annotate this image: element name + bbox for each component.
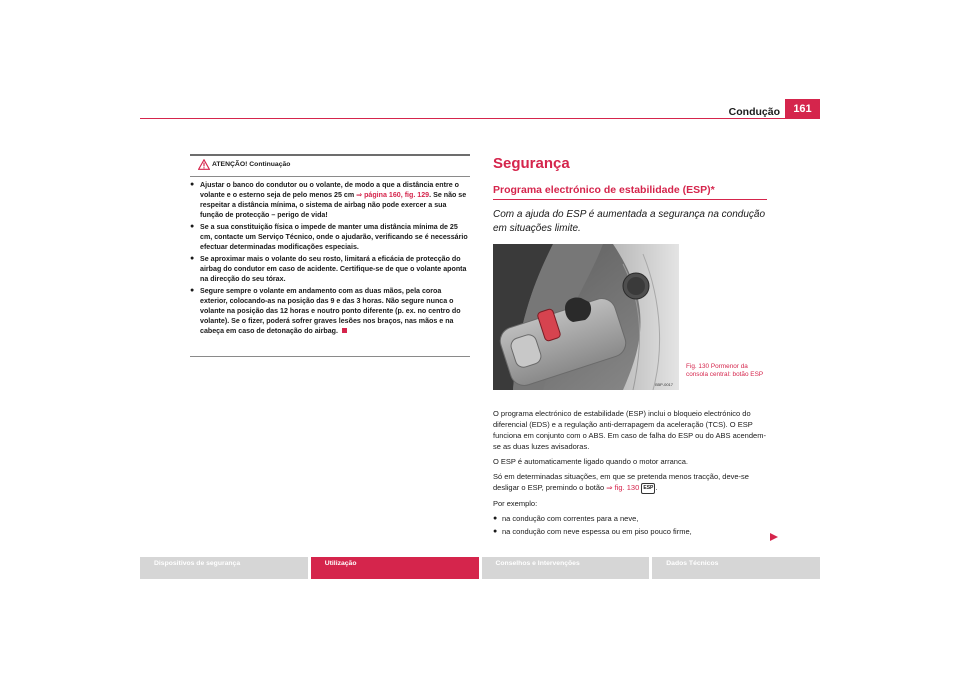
section-heading: Segurança bbox=[493, 155, 570, 172]
header-rule bbox=[140, 118, 820, 119]
bullet-icon: ● bbox=[493, 514, 498, 522]
warning-text: Segure sempre o volante em andamento com as duas mãos, pela coroa exterior, colocando-as na posição das 9 e das 3 horas. Não segure nunca o volante na posição das 12 horas e noutro ponto diferente (p. ex. no centro do volante). Se o fizer, poderá sofrer graves lesões nos braços, nas mãos e na cabeça em caso de detonação do airbag. bbox=[200, 287, 461, 335]
bullet-icon: ● bbox=[493, 527, 498, 535]
warning-box bbox=[190, 154, 470, 357]
subsection-heading: Programa electrónico de estabilidade (ESP)* bbox=[493, 184, 715, 196]
figure-link[interactable]: fig. 130 bbox=[614, 483, 640, 492]
list-item-text: na condução com neve espessa ou em piso pouco firme, bbox=[502, 526, 692, 536]
warning-item bbox=[190, 180, 470, 220]
warning-text: Se aproximar mais o volante do seu rosto, limitará a eficácia de protecção do airbag do condutor em caso de acidente. Certifique-se de que o volante aponta na direcção do seu tórax. bbox=[200, 255, 467, 283]
bullet-icon: ● bbox=[190, 287, 195, 294]
paragraph: O programa electrónico de estabilidade (ESP) inclui o bloqueio electrónico do diferencial (EDS) e a regulação anti-derrapagem da aceleração (TCS). O ESP funciona em conjunto com o ABS. Em caso de falha do ESP ou do ABS acendem-se as duas luzes avisadoras. bbox=[493, 409, 766, 451]
page-number: 161 bbox=[785, 99, 820, 119]
warning-text: Ajustar o banco do condutor ou o volante, de modo a que a distância entre o volante e o esterno seja de pelo menos 25 cm bbox=[200, 181, 459, 199]
footer-tab-safety[interactable]: Dispositivos de segurança bbox=[140, 557, 308, 579]
lead-paragraph: Com a ajuda do ESP é aumentada a segurança na condução em situações limite. bbox=[493, 209, 766, 234]
section-title: Condução bbox=[728, 106, 780, 118]
footer-tab-technical-data[interactable]: Dados Técnicos bbox=[652, 557, 820, 579]
warning-body bbox=[190, 180, 470, 338]
warning-item bbox=[190, 254, 470, 284]
list-item-text: na condução com correntes para a neve, bbox=[502, 513, 639, 523]
warning-text: Se a sua constituição física o impede de manter uma distância mínima de 25 cm, contacte um Serviço Técnico, onde o ajudarão, verificando se é necessário efectuar determinadas modificações especiais. bbox=[200, 223, 468, 251]
paragraph-text: Só em determinadas situações, em que se pretenda menos tracção, deve-se desligar o ESP, premindo o botão bbox=[493, 472, 749, 492]
warning-text: . Se não se respeitar a distância mínima, o sistema de airbag não pode exercer a sua função de protecção – perigo de vida! bbox=[200, 191, 467, 219]
continue-arrow-icon[interactable] bbox=[769, 532, 779, 542]
footer-tab-operation[interactable]: Utilização bbox=[311, 557, 479, 579]
paragraph: O ESP é automaticamente ligado quando o motor arranca. bbox=[493, 457, 688, 466]
bullet-icon: ● bbox=[190, 181, 195, 188]
link-arrow: ⇒ bbox=[606, 483, 613, 492]
figure-link[interactable]: fig. 129 bbox=[404, 191, 430, 199]
list-item bbox=[493, 526, 773, 537]
page-link[interactable]: página 160 bbox=[364, 191, 401, 199]
list-item bbox=[493, 513, 773, 524]
warning-item bbox=[190, 286, 470, 336]
warning-icon bbox=[198, 159, 210, 170]
link-arrow: ⇒ bbox=[356, 191, 363, 199]
bullet-icon: ● bbox=[190, 255, 195, 262]
bullet-icon: ● bbox=[190, 223, 195, 230]
footer-tab-advice[interactable]: Conselhos e Intervenções bbox=[482, 557, 650, 579]
paragraph-end: . bbox=[655, 483, 658, 492]
figure-caption: Fig. 130 Pormenor da consola central: botão ESP bbox=[686, 363, 764, 378]
figure-code: B5P-0017 bbox=[655, 382, 673, 387]
body-text bbox=[493, 408, 773, 539]
subsection-rule bbox=[493, 199, 767, 200]
warning-header bbox=[190, 156, 470, 177]
paragraph bbox=[493, 471, 773, 494]
paragraph: Por exemplo: bbox=[493, 498, 538, 508]
link-separator: , bbox=[400, 191, 405, 199]
footer-nav bbox=[140, 557, 820, 579]
esp-button-icon: ESP bbox=[641, 483, 655, 494]
warning-title: ATENÇÃO! Continuação bbox=[212, 161, 291, 168]
end-marker-icon bbox=[342, 328, 347, 333]
warning-item bbox=[190, 222, 470, 252]
esp-button-photo bbox=[493, 244, 679, 390]
